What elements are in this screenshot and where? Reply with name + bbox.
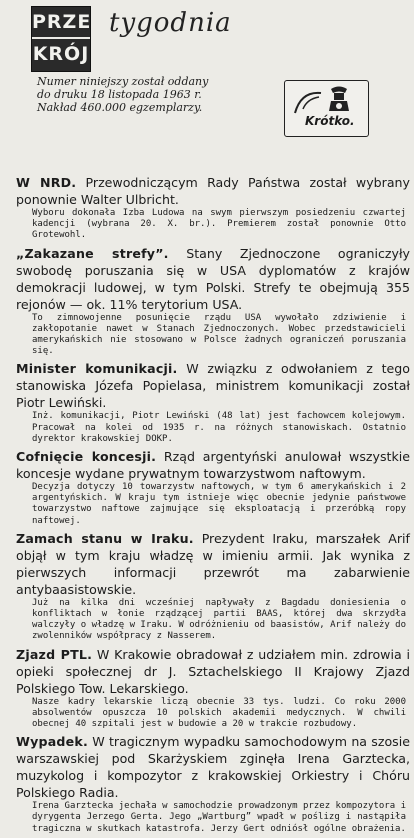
column-label: Krótko. bbox=[305, 114, 355, 128]
news-item bbox=[16, 530, 410, 643]
news-item bbox=[16, 448, 410, 527]
news-detail: Wyboru dokonała Izba Ludowa na swym pierwszym posiedzeniu czwartej kadencji (wybrana 20. X. br.). Premierem został ponownie Otto Grotewohl. bbox=[32, 208, 406, 241]
news-headline: Minister komunikacji. bbox=[16, 361, 178, 377]
imprint-line: Numer niniejszy został oddany bbox=[37, 75, 209, 88]
logo-line-1: PRZE bbox=[32, 11, 92, 33]
news-detail: Nasze kadry lekarskie liczą obecnie 33 tys. ludzi. Co roku 2000 absolwentów opuszcza 10 polskich akademii medycznych. W chwili obecnej 40 szpitali jest w budowie a 20 w trakcie rozbudowy. bbox=[32, 696, 406, 730]
news-item bbox=[16, 174, 410, 242]
section-title: tygodnia bbox=[109, 8, 232, 38]
news-lead: Prezydent Iraku, marszałek Arif objął w tym kraju władzę w imieniu armii. Jak wynika z pierwszych informacji przewrót ma zabarwienie antybaasistowskie. bbox=[16, 530, 410, 597]
news-lead: Stany Zjednoczone ograniczyły swobodę poruszania się w USA dyplomatów z krajów demokracji ludowej, w tym Polski. Strefy te obejmują 355 rejonów — ok. 11% terytorium USA. bbox=[16, 245, 410, 312]
column-badge bbox=[284, 80, 369, 137]
logo-line-2: KRÓJ bbox=[32, 37, 90, 69]
news-headline: W NRD. bbox=[16, 175, 77, 190]
imprint-line: do druku 18 listopada 1963 r. bbox=[37, 88, 202, 101]
news-detail: Irena Garztecka jechała w samochodzie prowadzonym przez kompozytora i dyrygenta Jerzego Gerta. Jego „Wartburg” wpadł w poślizg i nastąpiła tragiczna w skutkach katastrofa. Jerzy Gert odniósł ogólne obrażenia. bbox=[32, 801, 406, 834]
telephone-icon bbox=[287, 83, 365, 117]
news-detail: Inż. komunikacji, Piotr Lewiński (48 lat) jest fachowcem kolejowym. Pracował na kolei od 1935 r. na różnych stanowiskach. Ostatnio dyrektor krakowskiej DOKP. bbox=[32, 411, 406, 444]
news-detail: Już na kilka dni wcześniej napływały z Bagdadu doniesienia o konfliktach w łonie rządzącej partii BAAS, której dwa skrzydła walczyły o władzę w Iraku. W odróżnieniu od baasistów, Arif należy do zwolenników współpracy z Nasserem. bbox=[32, 597, 406, 642]
news-item bbox=[16, 733, 410, 835]
news-lead: Rząd argentyński anulował wszystkie koncesje wydane prywatnym towarzystwom naftowym. bbox=[16, 449, 411, 482]
imprint-note bbox=[37, 75, 267, 114]
news-lead: W tragicznym wypadku samochodowym na szosie warszawskiej pod Skarżyskiem zginęła Irena Garztecka, muzykolog i kompozytor z krakowskiej Orkiestry i Chóru Polskiego Radia. bbox=[16, 734, 410, 801]
news-item bbox=[16, 360, 410, 445]
masthead bbox=[0, 0, 414, 170]
imprint-line: Nakład 460.000 egzemplarzy. bbox=[37, 101, 203, 114]
news-headline: Wypadek. bbox=[16, 734, 88, 750]
przekroj-logo bbox=[31, 6, 91, 72]
news-lead: Przewodniczącym Rady Państwa został wybrany ponownie Walter Ulbricht. bbox=[16, 175, 410, 207]
news-column bbox=[16, 174, 410, 838]
news-headline: Zamach stanu w Iraku. bbox=[16, 530, 194, 546]
news-headline: Zjazd PTL. bbox=[16, 646, 93, 662]
news-lead: W związku z odwołaniem z tego stanowiska Józefa Popielasa, ministrem komunikacji został Piotr Lewiński. bbox=[16, 361, 410, 411]
news-detail: To zimnowojenne posunięcie rządu USA wywołało zdziwienie i zakłopotanie nawet w Stanach Zjednoczonych. Wobec przedstawicieli amerykańskich nie stosowano w Polsce żadnych ograniczeń poruszania się. bbox=[32, 312, 406, 357]
news-item bbox=[16, 646, 410, 731]
news-headline: Cofnięcie koncesji. bbox=[16, 449, 157, 465]
news-detail: Decyzja dotyczy 10 towarzystw naftowych, w tym 6 amerykańskich i 2 argentyńskich. W kraju tym istnieje więc obecnie jedynie państwowe towarzystwo naftowe zajmujące się eksploatacją i przeróbką ropy naftowej. bbox=[32, 482, 406, 526]
news-lead: W Krakowie obradował z udziałem min. zdrowia i opieki społecznej dr J. Sztachelskiego II Krajowy Zjazd Polskiego Tow. Lekarskiego. bbox=[16, 646, 410, 696]
news-item bbox=[16, 245, 410, 358]
news-headline: „Zakazane strefy”. bbox=[16, 245, 169, 261]
